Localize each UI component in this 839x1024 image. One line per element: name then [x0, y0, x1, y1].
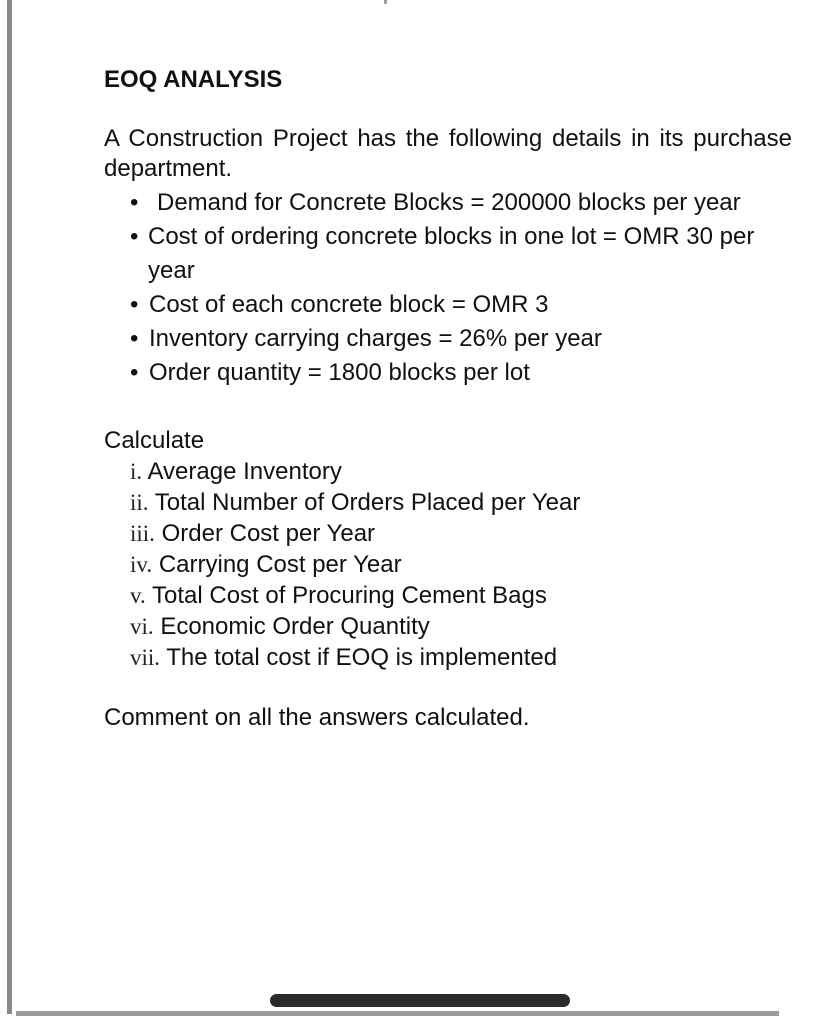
- question-number: iv.: [130, 552, 153, 577]
- question-number: i.: [130, 459, 143, 484]
- question-text: Average Inventory: [147, 458, 342, 485]
- top-edge-mark: [384, 0, 387, 4]
- intro-paragraph: A Construction Project has the following details in its purchase department.: [104, 125, 792, 182]
- bullet-icon: •: [130, 189, 139, 216]
- details-list: [104, 186, 792, 390]
- list-item-text: Cost of each concrete block = OMR 3: [149, 291, 549, 318]
- question-text: Total Number of Orders Placed per Year: [154, 489, 581, 516]
- comment-instruction: Comment on all the answers calculated.: [104, 704, 530, 731]
- bullet-icon: •: [130, 291, 139, 318]
- question-item: [130, 549, 792, 580]
- list-item: [104, 288, 792, 322]
- bullet-icon: •: [130, 359, 139, 386]
- document-page: [104, 62, 792, 733]
- page-title: EOQ ANALYSIS: [104, 66, 283, 93]
- list-item-text: Inventory carrying charges = 26% per year: [149, 325, 602, 352]
- question-text: Carrying Cost per Year: [158, 551, 402, 578]
- question-number: ii.: [130, 490, 149, 515]
- left-frame-border: [7, 0, 12, 1014]
- question-item: [130, 456, 792, 487]
- list-item: [104, 356, 792, 390]
- list-item: [104, 322, 792, 356]
- question-text: The total cost if EOQ is implemented: [166, 644, 558, 671]
- question-number: v.: [130, 583, 146, 608]
- question-item: [130, 487, 792, 518]
- question-number: iii.: [130, 521, 155, 546]
- list-item-text: Cost of ordering concrete blocks in one lot = OMR 30 per year: [148, 223, 755, 284]
- bullet-icon: •: [130, 223, 139, 250]
- bullet-icon: •: [130, 325, 139, 352]
- list-item-text: Order quantity = 1800 blocks per lot: [149, 359, 530, 386]
- calculate-heading: Calculate: [104, 427, 205, 454]
- home-indicator-bar[interactable]: [270, 994, 570, 1007]
- question-number: vii.: [130, 645, 161, 670]
- question-text: Economic Order Quantity: [160, 613, 430, 640]
- list-item: [104, 186, 792, 220]
- question-text: Total Cost of Procuring Cement Bags: [152, 582, 547, 609]
- question-item: [130, 518, 792, 549]
- bottom-frame-border: [16, 1011, 779, 1016]
- question-item: [130, 611, 792, 642]
- question-item: [130, 642, 792, 673]
- list-item-text: Demand for Concrete Blocks = 200000 blocks per year: [157, 189, 741, 216]
- questions-list: [104, 456, 792, 673]
- question-item: [130, 580, 792, 611]
- list-item: [104, 220, 792, 288]
- question-text: Order Cost per Year: [161, 520, 376, 547]
- question-number: vi.: [130, 614, 154, 639]
